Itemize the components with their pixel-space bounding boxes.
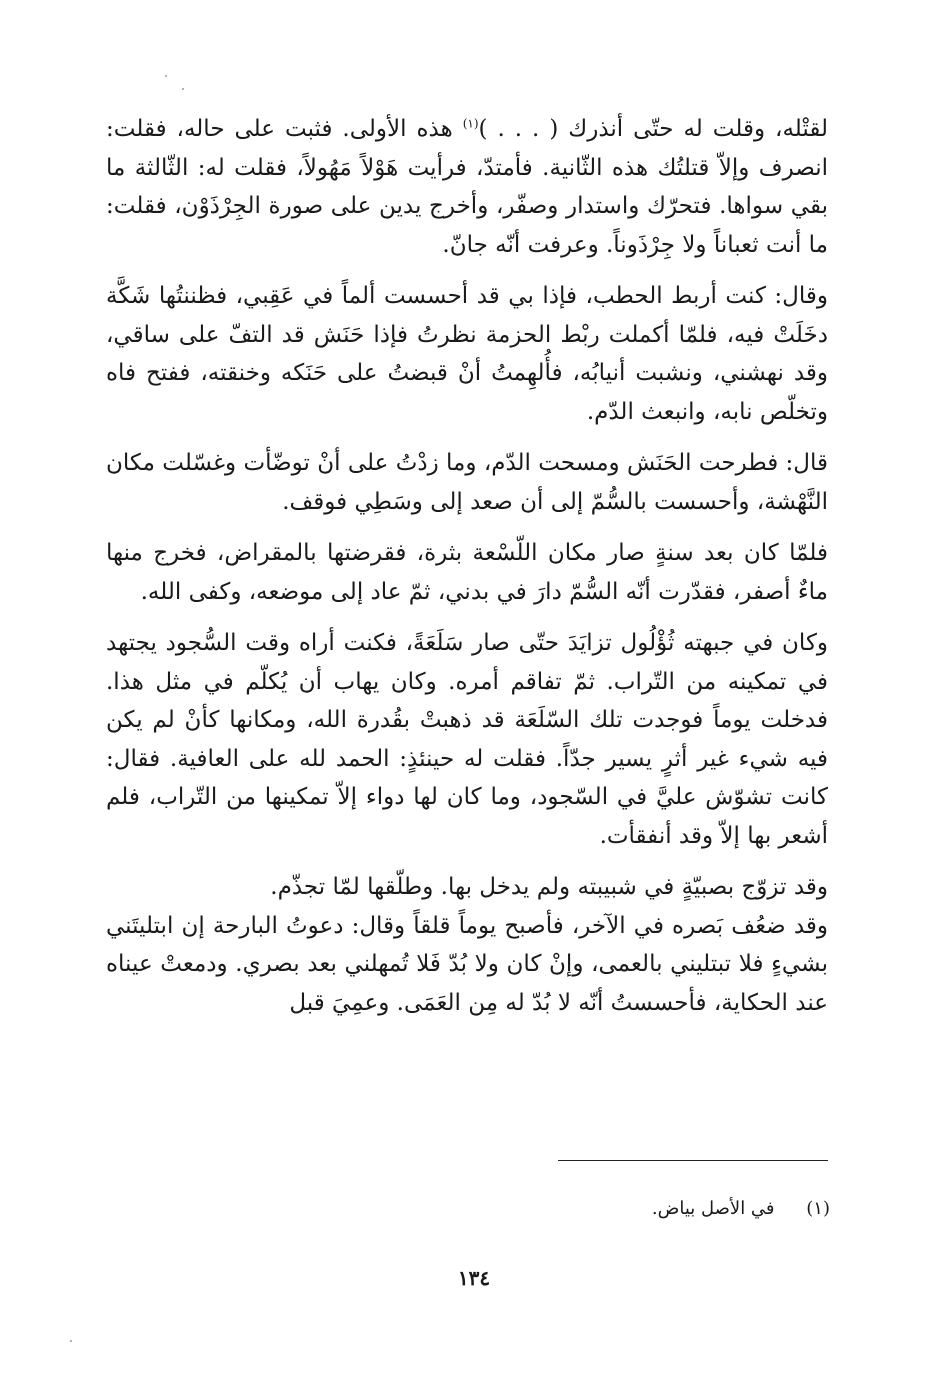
paragraph-5: وكان في جبهته ثُؤْلُول تزايَدَ حتّى صار سَلَعَةً، فكنت أراه وقت السُّجود يجتهد في تمكينه من التّراب. ثمّ تفاقم أمره. وكان يهاب أن يُكلّم في مثل هذا. فدخلت يوماً فوجدت تلك السّلَعَة قد ذهبتْ بقُدرة الله، ومكانها كأنْ لم يكن فيه شيء غير أثرٍ يسير جدّاً. فقلت له حينئذٍ: الحمد لله على العافية. فقال: كانت تشوّش عليَّ في السّجود، وما كان لها دواء إلاّ تمكينها من التّراب، فلم أشعر بها إلاّ وقد أنفقأت. bbox=[106, 630, 828, 849]
footnote-separator-rule bbox=[558, 1160, 828, 1161]
paragraph-1-text-start: لقتْله، وقلت له حتّى أنذرك ( . . . ) bbox=[478, 116, 828, 142]
footnote-text: في الأصل بياض. bbox=[651, 1198, 775, 1219]
book-page-body bbox=[106, 110, 828, 1035]
paragraph-1 bbox=[106, 110, 828, 264]
paragraph-7: وقد ضعُف بَصره في الآخر، فأصبح يوماً قلقاً وقال: دعوتُ البارحة إن ابتليتَني بشيءٍ فلا تبتليني بالعمى، وإنْ كان ولا بُدّ فَلا تُمهلني بعد بصري. ودمعتْ عيناه عند الحكاية، فأحسستُ أنّه لا بُدّ له مِن العَمَى. وعمِيَ قبل bbox=[106, 912, 828, 1016]
paragraph-4: فلمّا كان بعد سنةٍ صار مكان اللّسْعة بثرة، فقرضتها بالمقراض، فخرج منها ماءٌ أصفر، فقدّرت أنّه السُّمّ دارَ في بدني، ثمّ عاد إلى موضعه، وكفى الله. bbox=[106, 540, 828, 605]
footnote bbox=[652, 1198, 830, 1219]
page-number: ١٣٤ bbox=[457, 1266, 491, 1290]
paragraph-1-text-end: هذه الأولى. فثبت على حاله، فقلت: انصرف وإلاّ قتلتُك هذه الثّانية. فأمتدّ، فرأيت هَوْلاً مَهُولاً، فقلت له: الثّالثة ما بقي سواها. فتحرّك واستدار وصفّر، وأخرج يدين على صورة الجِرْذَوْن، فقلت: ما أنت ثعباناً ولا جِرْذَوناً. وعرفت أنّه جانّ. bbox=[106, 116, 828, 258]
paragraph-6: وقد تزوّج بصبيّةٍ في شبيبته ولم يدخل بها. وطلّقها لمّا تجذّم. bbox=[270, 874, 828, 900]
paragraph-2: وقال: كنت أربط الحطب، فإذا بي قد أحسست ألماً في عَقِبي، فظننتُها شَكَّة دخَلَتْ فيه، فلمّا أكملت ربْط الحزمة نظرتُ فإذا حَنَش قد التفّ على ساقي، وقد نهشني، ونشبت أنيابُه، فأُلهِمتُ أنْ قبضتُ على حَنَكه وخنقته، ففتح فاه وتخلّص نابه، وانبعث الدّم. bbox=[106, 283, 828, 425]
footnote-reference-marker: (١) bbox=[462, 116, 479, 131]
footnote-number: (١) bbox=[806, 1198, 830, 1219]
paragraph-3: قال: فطرحت الحَنَش ومسحت الدّم، وما زدْتُ على أنْ توضّأت وغسّلت مكان النَّهْشة، وأحسست بالسُّمّ إلى أن صعد إلى وسَطِي فوقف. bbox=[106, 450, 828, 515]
